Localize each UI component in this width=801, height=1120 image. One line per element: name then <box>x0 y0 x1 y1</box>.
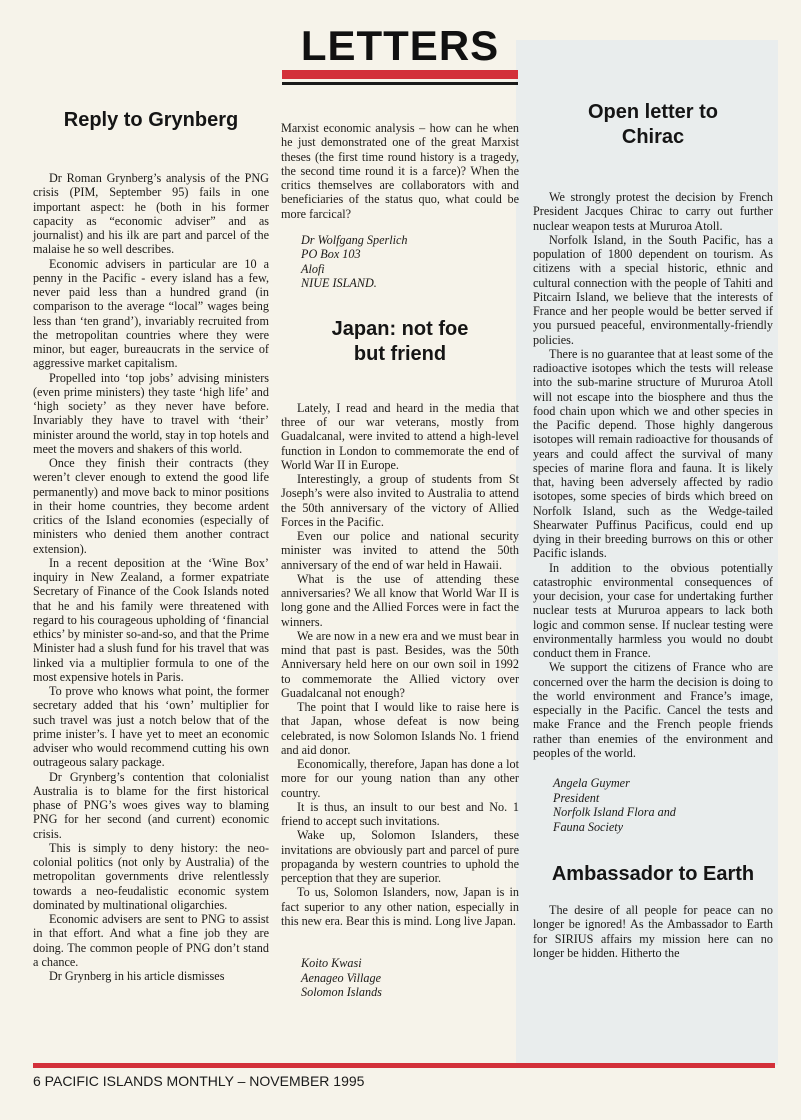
signature-line: Angela Guymer <box>553 776 630 790</box>
paragraph: Dr Grynberg in his article dismisses <box>49 969 225 983</box>
paragraph: Propelled into ‘top jobs’ advising ministers (even prime ministers) they taste ‘high life’ and ‘high society’ as they never have before. Invariably they have to travel with ‘their’ minister around the world, stay in top hotels and meet the movers and shakers of this world. <box>33 370 269 456</box>
paragraph: In a recent deposition at the ‘Wine Box’ inquiry in New Zealand, a former expatriate Secretary of Finance of the Cook Islands noted that he and his family were threatened with regard to his courageous upholding of ‘financial ethics’ by minister so-and-so, and that the Prime Minister had a slush fund for his travel that was linked via a multiplier formula to one of the most expensive hotels in Paris. <box>33 555 269 684</box>
paragraph: To prove who knows what point, the former secretary added that his ‘own’ multiplier for such travel was just a notch below that of the prime inister’s. I have yet to meet an economic adviser who would recommend cutting his own outrageous salary package. <box>33 684 269 770</box>
page-footer: 6 PACIFIC ISLANDS MONTHLY – NOVEMBER 1995 <box>33 1073 365 1089</box>
signature-line: Koito Kwasi <box>301 956 362 970</box>
paragraph: The desire of all people for peace can no longer be ignored! As the Ambassador to Earth for SIRIUS affairs my mission here can no longer be hidden. Hitherto the <box>533 903 773 960</box>
signature-line: Dr Wolfgang Sperlich <box>301 232 408 247</box>
paragraph: This is simply to deny history: the neo-colonial politics (not only by Australia) of the metropolitan governments drive relentlessly towards a neo-feudalistic economic system dominated by multinational oligarchies. <box>33 840 269 912</box>
signature-line: Norfolk Island Flora and <box>553 805 676 819</box>
masthead-red-rule <box>282 70 518 79</box>
continued-paragraph: Marxist economic analysis – how can he when he just demonstrated one of the great Marxist theses (the first time round history is a tragedy, the second time round it is a farce)? When the critics themselves are collaborators with and beneficiaries of the status quo, what could be more farcical? <box>281 121 519 221</box>
paragraph: It is thus, an insult to our best and No. 1 friend to accept such invitations. <box>281 799 519 828</box>
paragraph: Economic advisers in particular are 10 a penny in the Pacific - every island has a few, never paid less than a hundred grand (in comparison to the average “local” wages being less than ‘ten grand’), invariably recruited from the metropolitan countries where they were minor, but eager, bureaucrats in the service of aggressive market capitalism. <box>33 256 269 371</box>
signature-line: PO Box 103 <box>301 247 361 262</box>
signature-line: Fauna Society <box>553 819 624 834</box>
page-title: LETTERS <box>300 22 500 69</box>
signature-kwasi <box>281 956 519 1000</box>
paragraph: Economically, therefore, Japan has done a lot more for our young nation than any other country. <box>281 757 519 800</box>
paragraph: In addition to the obvious potentially catastrophic environmental consequences of your decision, your case for undertaking further nuclear tests at Mururoa appears to lack both logic and common sense. If nuclear testing were environmentally harmless you would no doubt conduct them in France. <box>533 560 773 660</box>
paragraph: Interestingly, a group of students from St Joseph’s were also invited to Australia to attend the 50th anniversary of the victory of Allied Forces in the Pacific. <box>281 472 519 529</box>
paragraph: We strongly protest the decision by French President Jacques Chirac to carry out further nuclear weapon tests at Mururoa Atoll. <box>533 190 773 233</box>
headline-reply-to-grynberg: Reply to Grynberg <box>63 109 239 131</box>
signature-line: Aenageo Village <box>301 970 381 985</box>
headline-japan-not-foe: Japan: not foe but friend <box>331 317 469 365</box>
headline-ambassador-to-earth: Ambassador to Earth <box>551 863 755 885</box>
paragraph: Economic advisers are sent to PNG to assist in that effort. And what a fine job they are doing. The common people of PNG don’t stand a chance. <box>33 912 269 969</box>
signature-line: Solomon Islands <box>301 985 382 999</box>
column-2 <box>281 121 519 1000</box>
paragraph: Dr Grynberg’s contention that colonialist Australia is to blame for the first historical phase of PNG’s woes gives way to blaming PNG for her second (and current) economic crisis. <box>33 769 269 841</box>
paragraph: What is the use of attending these anniversaries? We all know that World War II is long gone and the Allied Forces were in fact the winners. <box>281 571 519 629</box>
paragraph: The point that I would like to raise here is that Japan, whose defeat is now being celebrated, is now Solomon Islands No. 1 friend and aid donor. <box>281 700 519 757</box>
paragraph: Norfolk Island, in the South Pacific, has a population of 1800 dependent on tourism. As citizens with a special historic, ethnic and cultural connection with the people of Tahiti and Pitcairn Island, we believe that the interests of France and her people would be better served if you pursued peaceful, environmentally-friendly policies. <box>533 232 773 347</box>
headline-open-letter-chirac: Open letter to Chirac <box>587 101 718 148</box>
paragraph: Wake up, Solomon Islanders, these invitations are obviously part and parcel of pure propaganda by western countries to uphold the perception that they are superior. <box>281 828 519 885</box>
column-3 <box>533 100 773 960</box>
signature-sperlich <box>281 233 519 291</box>
signature-line: Alofi <box>301 261 325 276</box>
paragraph: To us, Solomon Islanders, now, Japan is in fact superior to any other nation, especially in this new era. Bear this is mind. Long live Japan. <box>281 885 519 928</box>
column-1 <box>33 108 269 983</box>
paragraph: Even our police and national security minister was invited to attend the 50th anniversary of the end of war held in Hawaii. <box>281 529 519 572</box>
masthead <box>282 24 518 68</box>
paragraph: Once they finish their contracts (they weren’t clever enough to extend the good life permanently) and move back to minor positions in their home countries, they become ardent critics of the Island economies (especially of ministers who denied them another contract extension). <box>33 456 269 556</box>
paragraph: We are now in a new era and we must bear in mind that past is past. Besides, was the 50th Anniversary held here on our own soil in 1992 to commemorate the Allied victory over Guadalcanal not enough? <box>281 628 519 700</box>
footer-red-rule <box>33 1063 775 1068</box>
signature-line: President <box>553 790 600 805</box>
paragraph: Dr Roman Grynberg’s analysis of the PNG crisis (PIM, September 95) fails in one important aspect: he (both in his former capacity as “economic adviser” and as journalist) and his ilk are part and parcel of the malaise he so well describes. <box>33 171 269 257</box>
paragraph: There is no guarantee that at least some of the radioactive isotopes which the tests will release into the sub-marine structure of Mururoa Atoll will not escape into the biosphere and thus the food chain upon which we and other species in the Pacific depend. Those highly dangerous isotopes will remain radioactive for thousands of years and could affect the survival of many species of marine flora and fauna. It is likely that, having been adversely affected by radio isotopes, some species of birds which breed on Norfolk Island, such as the Wedge-tailed Shearwater Puffinus Pacificus, could end up dying in their breeding burrows on this or other Pacific islands. <box>533 346 773 561</box>
paragraph: We support the citizens of France who are concerned over the harm the decision is doing to the world environment and France’s image, especially in the Pacific. Cancel the tests and make France and the French people friends rather than enemies of the environment and peoples of the world. <box>533 660 773 760</box>
signature-guymer <box>533 776 773 834</box>
masthead-black-rule <box>282 82 518 85</box>
paragraph: Lately, I read and heard in the media that three of our war veterans, mostly from Guadalcanal, were invited to attend a high-level function in London to commemorate the end of World War II in Europe. <box>281 400 519 472</box>
signature-line: NIUE ISLAND. <box>301 276 377 291</box>
